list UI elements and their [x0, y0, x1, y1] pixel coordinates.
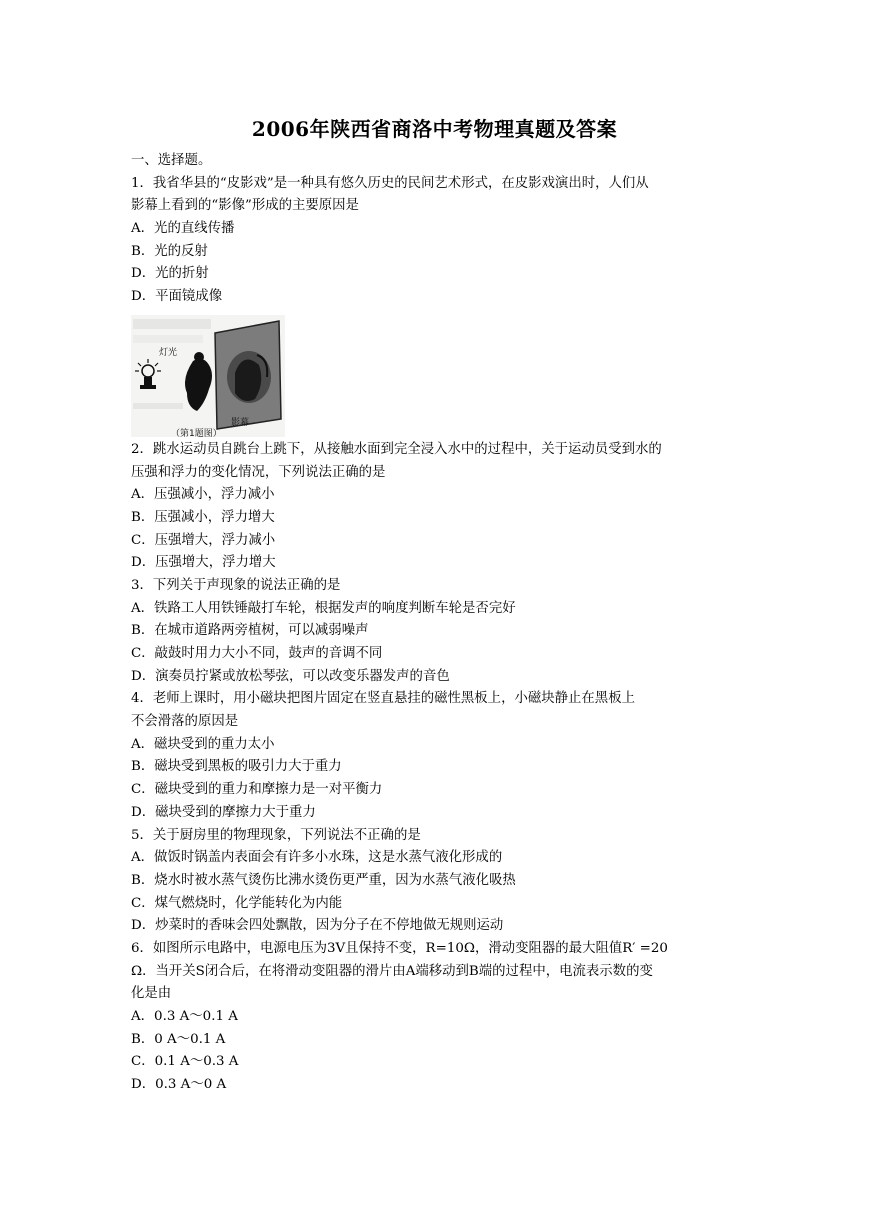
option-line: B．0 A～0.1 A — [131, 1031, 226, 1047]
text-line: 3．下列关于声现象的说法正确的是 — [131, 577, 341, 593]
shadow-play-illustration — [131, 315, 285, 437]
option-line: D．演奏员拧紧或放松琴弦，可以改变乐器发声的音色 — [131, 668, 450, 684]
option-line: D．光的折射 — [131, 266, 209, 282]
question-1 — [131, 173, 741, 309]
screen-label: 影幕 — [231, 417, 250, 428]
questions-2-6 — [131, 439, 741, 1097]
section-heading: 一、选择题。 — [131, 153, 212, 168]
option-line: C．磁块受到的重力和摩擦力是一对平衡力 — [131, 782, 383, 798]
option-line: C．0.1 A～0.3 A — [131, 1054, 239, 1070]
text-line: 4．老师上课时，用小磁块把图片固定在竖直悬挂的磁性黑板上，小磁块静止在黑板上 — [131, 691, 635, 707]
document-body — [131, 150, 741, 1097]
shadow-play-figure — [131, 315, 285, 437]
option-line: A．磁块受到的重力太小 — [131, 736, 275, 752]
text-line: 化是由 — [131, 986, 172, 1002]
lamp-label: 灯光 — [159, 347, 178, 358]
option-line: A．铁路工人用铁锤敲打车轮，根据发声的响度判断车轮是否完好 — [131, 600, 516, 616]
text-line: Ω．当开关S闭合后，在将滑动变阻器的滑片由A端移动到B端的过程中，电流表示数的变 — [131, 963, 653, 979]
option-line: B．烧水时被水蒸气烫伤比沸水烫伤更严重，因为水蒸气液化吸热 — [131, 872, 516, 888]
text-line: 6．如图所示电路中，电源电压为3V且保持不变，R=10Ω，滑动变阻器的最大阻值R′ =20 — [131, 940, 668, 956]
option-line: D．压强增大，浮力增大 — [131, 555, 276, 571]
page-title: 2006年陕西省商洛中考物理真题及答案 — [251, 117, 618, 141]
text-line: 1．我省华县的“皮影戏”是一种具有悠久历史的民间艺术形式，在皮影戏演出时，人们从 — [131, 175, 649, 191]
option-line: A．光的直线传播 — [131, 221, 235, 237]
text-line: 5．关于厨房里的物理现象，下列说法不正确的是 — [131, 827, 421, 843]
option-line: D．磁块受到的摩擦力大于重力 — [131, 804, 316, 820]
text-line: 不会滑落的原因是 — [131, 714, 239, 730]
text-line: 压强和浮力的变化情况，下列说法正确的是 — [131, 464, 386, 480]
text-line: 2．跳水运动员自跳台上跳下，从接触水面到完全浸入水中的过程中，关于运动员受到水的 — [131, 441, 662, 457]
figure-caption: （第1题图） — [171, 428, 222, 439]
option-line: A．0.3 A～0.1 A — [131, 1009, 238, 1024]
option-line: C．敲鼓时用力大小不同，鼓声的音调不同 — [131, 646, 383, 661]
option-line: A．压强减小，浮力减小 — [131, 487, 275, 503]
text-line: 影幕上看到的“影像”形成的主要原因是 — [131, 198, 359, 214]
option-line: B．压强减小，浮力增大 — [131, 509, 275, 525]
option-line: D．0.3 A～0 A — [131, 1077, 227, 1093]
option-line: C．压强增大，浮力减小 — [131, 532, 276, 548]
option-line: B．在城市道路两旁植树，可以减弱噪声 — [131, 623, 369, 639]
option-line: D．平面镜成像 — [131, 289, 223, 305]
option-line: B．磁块受到黑板的吸引力大于重力 — [131, 759, 342, 775]
option-line: B．光的反射 — [131, 243, 208, 259]
option-line: A．做饭时锅盖内表面会有许多小水珠，这是水蒸气液化形成的 — [131, 850, 503, 866]
option-line: D．炒菜时的香味会四处飘散，因为分子在不停地做无规则运动 — [131, 918, 504, 934]
option-line: C．煤气燃烧时，化学能转化为内能 — [131, 895, 343, 911]
